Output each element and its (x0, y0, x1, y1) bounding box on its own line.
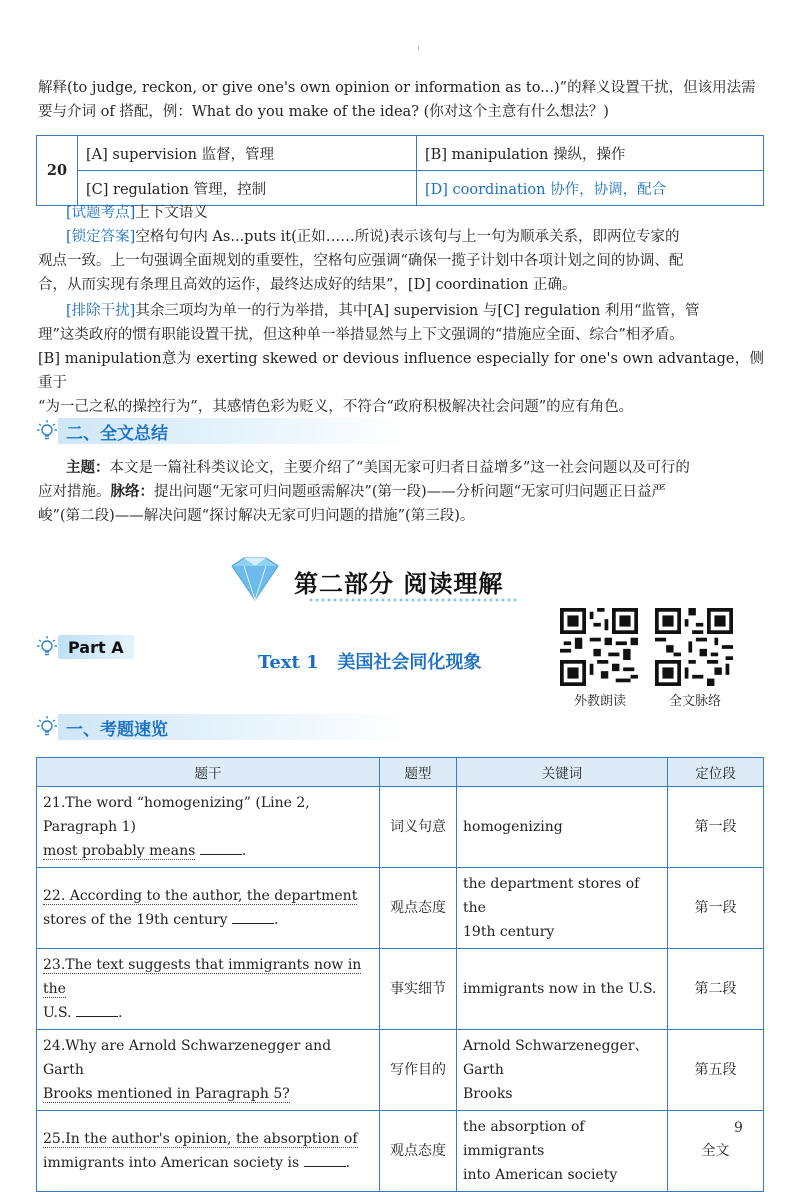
exclude-line-4: “为一己之私的操控行为”，其感情色彩为贬义，不符合“政府积极解决社会问题”的应有角色。 (38, 399, 634, 415)
summary-line-1 (38, 456, 764, 480)
keyword-line-1: immigrants now in the U.S. (463, 981, 657, 997)
top-mark (418, 46, 423, 50)
part2-dots (308, 598, 518, 602)
intro-line-2: 要与介词 of 搭配，例：What do you make of the idea? (你对这个主意有什么想法？) (38, 104, 609, 120)
qr-outline[interactable] (655, 608, 735, 709)
row-location: 全文 (668, 1111, 764, 1192)
row-keyword (457, 787, 668, 868)
row-keyword (457, 1111, 668, 1192)
qr-reading[interactable] (560, 608, 640, 709)
intro-paragraph (38, 76, 764, 124)
stem-text-2: immigrants into American society is (43, 1155, 300, 1171)
stem-line-2: immigrants into American society is . (43, 1151, 373, 1175)
table-row (37, 868, 764, 949)
row-type: 事实细节 (380, 949, 457, 1030)
page-number: 9 (734, 1120, 743, 1136)
answer-blank (200, 840, 242, 855)
keyword-line-2: into American society (463, 1167, 618, 1183)
lightbulb-icon (36, 418, 58, 444)
answer-line-2: 观点一致。上一句强调全面规划的重要性，空格句应强调“确保一揽子计划中各项计划之间的协调、配 (38, 253, 684, 269)
qr-code-icon (655, 608, 733, 686)
answer-blank (304, 1152, 346, 1167)
lightbulb-icon (36, 714, 58, 740)
row-location: 第五段 (668, 1030, 764, 1111)
row-stem (37, 1030, 380, 1111)
table-row (37, 1111, 764, 1192)
option-a: [A] supervision 监督，管理 (78, 136, 417, 171)
option-b: [B] manipulation 操纵，操作 (417, 136, 764, 171)
row-type: 写作目的 (380, 1030, 457, 1111)
row-stem (37, 949, 380, 1030)
stem-text: 25.In the author's opinion, the absorption of (43, 1131, 358, 1147)
stem-text: 23.The text suggests that immigrants now in the (43, 957, 362, 997)
header-type: 题型 (380, 758, 457, 787)
stem-text: 22. According to the author, the department (43, 888, 358, 904)
q20-number: 20 (37, 136, 78, 206)
summary-heading (36, 418, 416, 444)
row-stem (37, 787, 380, 868)
overview-title: 一、考题速览 (66, 719, 168, 740)
exclude-line-2: 理”这类政府的惯有职能设置干扰，但这种单一举措显然与上下文强调的“措施应全面、综合”相矛盾。 (38, 327, 684, 343)
kaodian-line (38, 201, 764, 225)
answer-line-1 (38, 225, 764, 249)
overview-band (58, 714, 406, 740)
stem-text-2: U.S. (43, 1005, 72, 1021)
diamond-icon (222, 556, 288, 602)
kaodian-tag: [试题考点] (66, 205, 136, 221)
stem-text: Brooks mentioned in Paragraph 5? (43, 1086, 290, 1102)
qr-outline-label: 全文脉络 (668, 694, 721, 709)
answer-text-1: 空格句句内 As...puts it(正如……所说)表示该句与上一句为顺承关系，即两位专家的 (135, 229, 680, 245)
qr-code-icon (560, 608, 638, 686)
theme-label: 主题： (66, 460, 110, 476)
kaodian-text: 上下文语义 (135, 205, 208, 221)
row-location: 第二段 (668, 949, 764, 1030)
qr-reading-label: 外教朗读 (573, 694, 626, 709)
intro-line-1: 解释(to judge, reckon, or give one's own opinion or information as to...)”的释义设置干扰，但该用法需 (38, 80, 756, 96)
table-row (37, 787, 764, 868)
stem-line-1 (43, 1127, 373, 1151)
part-a-heading (36, 634, 134, 660)
lightbulb-icon (36, 634, 58, 660)
context-label: 脉络： (110, 484, 154, 500)
summary-paragraph (38, 456, 764, 528)
answer-line-3: 合，从而实现有条理且高效的运作，最终达成好的结果”，[D] coordination 正确。 (38, 277, 577, 293)
stem-line-2: most probably means . (43, 839, 373, 863)
part-a-band (58, 635, 134, 659)
row-type: 观点态度 (380, 868, 457, 949)
option-c: [C] regulation 管理，控制 (78, 171, 417, 206)
row-keyword (457, 949, 668, 1030)
table-header-row (37, 758, 764, 787)
row-stem (37, 868, 380, 949)
summary-title: 二、全文总结 (66, 423, 168, 444)
text1-title: Text 1 美国社会同化现象 (258, 652, 482, 673)
overview-table (36, 757, 764, 1192)
stem-text-2: stores of the 19th century (43, 912, 228, 928)
exclude-text-1: 其余三项均为单一的行为举措，其中[A] supervision 与[C] regulation 利用“监管，管 (135, 303, 700, 319)
q20-options-table (36, 135, 764, 206)
stem-text: most probably means (43, 843, 196, 859)
summary-line-3: 峻”(第二段)——解决问题“探讨解决无家可归问题的措施”(第三段)。 (38, 508, 475, 524)
row-type: 观点态度 (380, 1111, 457, 1192)
stem-line-2: stores of the 19th century . (43, 908, 373, 932)
answer-blank (232, 909, 274, 924)
keyword-line-1: Arnold Schwarzenegger、Garth (463, 1038, 649, 1078)
header-location: 定位段 (668, 758, 764, 787)
option-d: [D] coordination 协作，协调，配合 (417, 171, 764, 206)
table-row (37, 1030, 764, 1111)
row-keyword (457, 868, 668, 949)
part2-title: 第二部分 阅读理解 (294, 570, 504, 598)
part-a-label: Part A (68, 637, 124, 657)
part2-header (222, 556, 532, 606)
row-type: 词义句意 (380, 787, 457, 868)
exclude-line-3: [B] manipulation意为 exerting skewed or devious influence especially for one's own advantage，侧重于 (38, 351, 764, 391)
row-keyword (457, 1030, 668, 1111)
analysis-block (38, 201, 764, 419)
summary-band (58, 418, 406, 444)
stem-line-1: 24.Why are Arnold Schwarzenegger and Garth (43, 1038, 332, 1078)
keyword-line-2: Brooks (463, 1086, 513, 1102)
row-stem (37, 1111, 380, 1192)
keyword-line-1: homogenizing (463, 819, 563, 835)
stem-line-1 (43, 884, 373, 908)
table-row (37, 949, 764, 1030)
keyword-line-2: 19th century (463, 924, 555, 940)
keyword-line-1: the absorption of immigrants (463, 1119, 585, 1159)
theme-text-2a: 应对措施。 (38, 484, 111, 500)
summary-line-2 (38, 480, 764, 504)
row-location: 第一段 (668, 868, 764, 949)
overview-heading (36, 714, 416, 740)
theme-text-1: 本文是一篇社科类议论文，主要介绍了“美国无家可归者日益增多”这一社会问题以及可行的 (109, 460, 690, 476)
stem-line-1 (43, 953, 373, 1001)
theme-text-2b: 提出问题“无家可归问题亟需解决”(第一段)——分析问题“无家可归问题正日益严 (154, 484, 667, 500)
header-keyword: 关键词 (457, 758, 668, 787)
stem-line-1: 21.The word “homogenizing” (Line 2, Paragraph 1) (43, 795, 310, 835)
row-location: 第一段 (668, 787, 764, 868)
keyword-line-1: the department stores of the (463, 876, 640, 916)
answer-blank (76, 1002, 118, 1017)
exclude-line-1 (38, 299, 764, 323)
header-stem: 题干 (37, 758, 380, 787)
answer-tag: [锁定答案] (66, 229, 136, 245)
exclude-tag: [排除干扰] (66, 303, 136, 319)
stem-line-2: U.S. . (43, 1001, 373, 1025)
stem-line-2 (43, 1082, 373, 1106)
